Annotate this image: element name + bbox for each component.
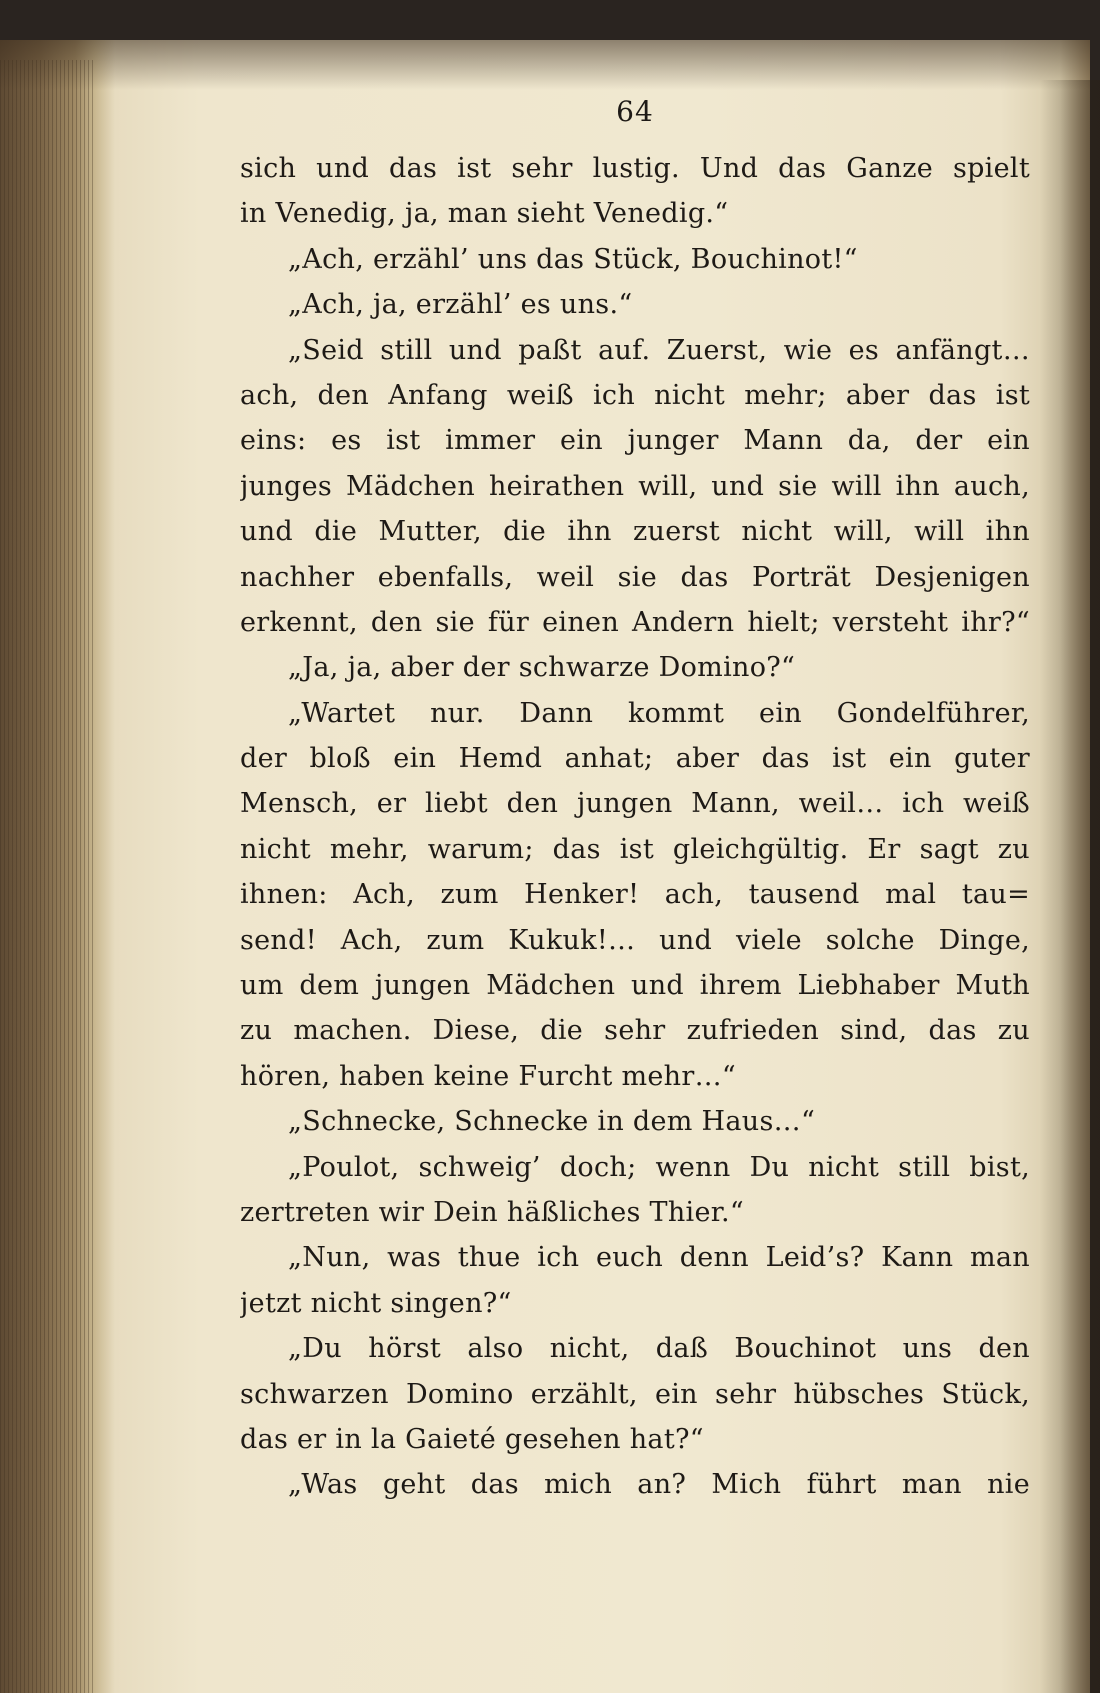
text-line: „Ja, ja, aber der schwarze Domino?“: [288, 652, 796, 684]
text-block: [240, 95, 1030, 1508]
text-line: „Schnecke, Schnecke in dem Haus…“: [288, 1106, 816, 1138]
text-line: sich und das ist sehr lustig. Und das Ganze spielt: [240, 153, 1030, 184]
text-line: „Ach, ja, erzähl’ es uns.“: [288, 289, 633, 321]
text-line: nicht mehr, warum; das ist gleichgültig. Er sagt zu: [240, 833, 1030, 865]
text-line: send! Ach, zum Kukuk!… und viele solche Dinge,: [240, 924, 1030, 956]
text-line: nachher ebenfalls, weil sie das Porträt Desjenigen: [240, 561, 1030, 593]
text-line: zu machen. Diese, die sehr zufrieden sind, das zu: [240, 1015, 1030, 1047]
text-line: ach, den Anfang weiß ich nicht mehr; aber das ist: [240, 379, 1030, 411]
text-line: jetzt nicht singen?“: [240, 1287, 512, 1319]
text-line: schwarzen Domino erzählt, ein sehr hübsches Stück,: [240, 1378, 1030, 1410]
text-line: „Wartet nur. Dann kommt ein Gondelführer,: [288, 697, 1030, 729]
text-line: der bloß ein Hemd anhat; aber das ist ein guter: [240, 743, 1030, 775]
page-top-shadow: [0, 40, 1090, 90]
text-line: ihnen: Ach, zum Henker! ach, tausend mal tau=: [240, 879, 1030, 911]
text-line: eins: es ist immer ein junger Mann da, der ein: [240, 425, 1030, 457]
text-line: „Poulot, schweig’ doch; wenn Du nicht still bist,: [288, 1151, 1030, 1183]
text-line: junges Mädchen heirathen will, und sie will ihn auch,: [240, 470, 1030, 502]
page-edges-stack: [0, 60, 95, 1693]
text-line: und die Mutter, die ihn zuerst nicht will, will ihn: [240, 516, 1030, 548]
text-line: „Ach, erzähl’ uns das Stück, Bouchinot!“: [288, 243, 858, 275]
text-line: „Du hörst also nicht, daß Bouchinot uns den: [288, 1333, 1030, 1365]
text-line: Mensch, er liebt den jungen Mann, weil… ich weiß: [240, 788, 1030, 820]
text-line: hören, haben keine Furcht mehr…“: [240, 1060, 736, 1092]
text-line: „Seid still und paßt auf. Zuerst, wie es anfängt…: [288, 334, 1030, 366]
text-line: das er in la Gaieté gesehen hat?“: [240, 1423, 704, 1455]
text-line: „Nun, was thue ich euch denn Leid’s? Kann man: [288, 1242, 1030, 1274]
text-line: zertreten wir Dein häßliches Thier.“: [240, 1196, 744, 1228]
text-line: „Was geht das mich an? Mich führt man nie: [288, 1469, 1030, 1501]
page-number: 64: [616, 95, 654, 128]
text-lines: [240, 146, 1030, 1508]
page-right-shadow: [1040, 80, 1100, 1693]
text-line: erkennt, den sie für einen Andern hielt; versteht ihr?“: [240, 606, 1030, 638]
text-line: um dem jungen Mädchen und ihrem Liebhaber Muth: [240, 970, 1030, 1002]
text-line: in Venedig, ja, man sieht Venedig.“: [240, 198, 729, 230]
